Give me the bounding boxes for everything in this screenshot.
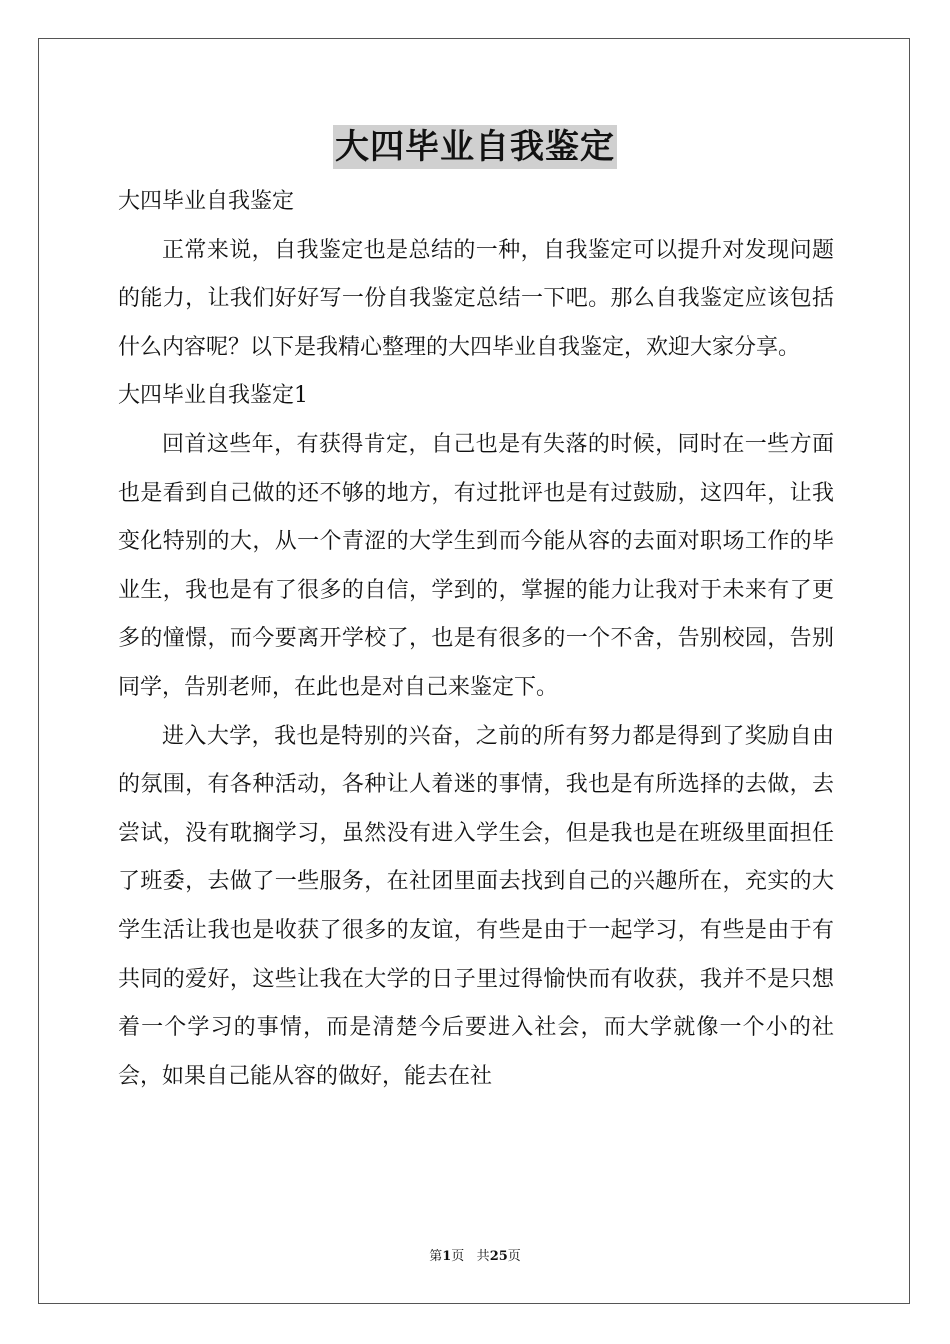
footer-total-number: 25 <box>489 1249 508 1264</box>
intro-paragraph: 正常来说，自我鉴定也是总结的一种，自我鉴定可以提升对发现问题的能力，让我们好好写一份自我鉴定总结一下吧。那么自我鉴定应该包括什么内容呢？以下是我精心整理的大四毕业自我鉴定，欢迎大家分享。 <box>118 237 834 360</box>
document-title-block <box>0 125 950 169</box>
page-footer <box>0 1245 950 1264</box>
section-heading: 大四毕业自我鉴定1 <box>118 383 308 409</box>
footer-page-prefix: 第 <box>429 1249 443 1264</box>
footer-page-suffix: 页 <box>451 1249 465 1264</box>
document-title: 大四毕业自我鉴定 <box>335 127 615 167</box>
body-paragraph-2: 进入大学，我也是特别的兴奋，之前的所有努力都是得到了奖励自由的氛围，有各种活动，各种让人着迷的事情，我也是有所选择的去做，去尝试，没有耽搁学习，虽然没有进入学生会，但是我也是在班级里面担任了班委，去做了一些服务，在社团里面去找到自己的兴趣所在，充实的大学生活让我也是收获了很多的友谊，有些是由于一起学习，有些是由于有共同的爱好，这些让我在大学的日子里过得愉快而有收获，我并不是只想着一个学习的事情，而是清楚今后要进入社会，而大学就像一个小的社会，如果自己能从容的做好，能去在社 <box>118 723 834 1089</box>
subtitle-line: 大四毕业自我鉴定 <box>118 189 295 214</box>
footer-total-suffix: 页 <box>507 1249 521 1264</box>
footer-total-prefix: 共 <box>476 1249 490 1264</box>
footer-page-number: 1 <box>442 1249 452 1264</box>
document-body <box>118 178 834 1101</box>
body-paragraph-1: 回首这些年，有获得肯定，自己也是有失落的时候，同时在一些方面也是看到自己做的还不够的地方，有过批评也是有过鼓励，这四年，让我变化特别的大，从一个青涩的大学生到而今能从容的去面对职场工作的毕业生，我也是有了很多的自信，学到的，掌握的能力让我对于未来有了更多的憧憬，而今要离开学校了，也是有很多的一个不舍，告别校园，告别同学，告别老师，在此也是对自己来鉴定下。 <box>118 431 834 700</box>
